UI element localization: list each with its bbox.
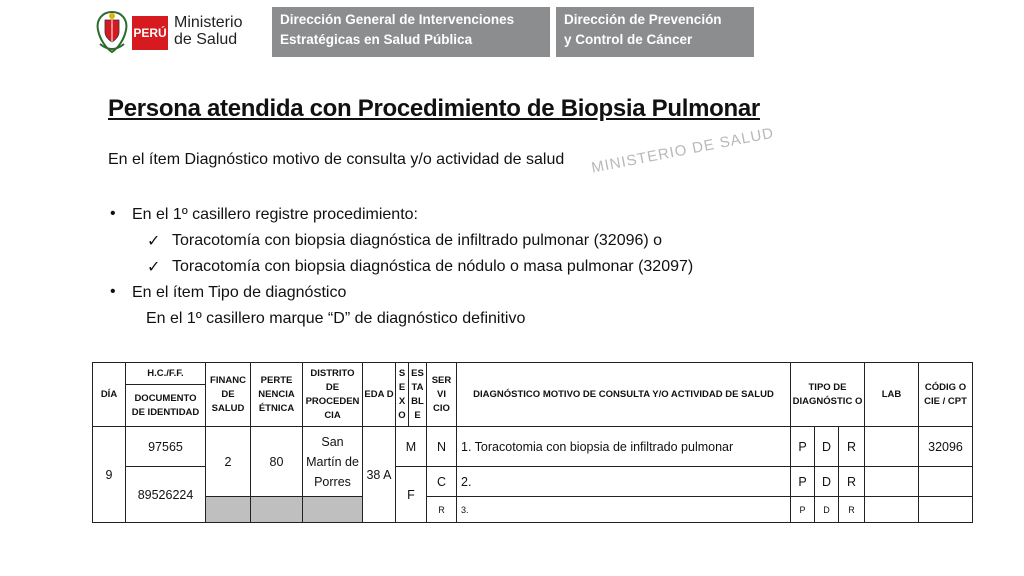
cell-financ: 2 [206, 427, 251, 497]
cell-tipo3-p: P [791, 497, 815, 523]
header-lab: LAB [865, 363, 919, 427]
coat-of-arms-icon [92, 8, 132, 56]
cell-hc: 97565 [126, 427, 206, 467]
his-register-table [92, 362, 973, 523]
check2-text: Toracotomía con biopsia diagnóstica de nódulo o masa pulmonar (32097) [172, 258, 694, 275]
dgiesp-header-box [272, 7, 550, 57]
header-diagnostico: DIAGNÓSTICO MOTIVO DE CONSULTA Y/O ACTIVIDAD DE SALUD [457, 363, 791, 427]
cell-sexo-f: F [396, 467, 427, 523]
checkmark-icon: ✓ [147, 233, 161, 250]
header-codigo: CÓDIG O CIE / CPT [919, 363, 973, 427]
cell-dia: 9 [93, 427, 126, 523]
header-hcff: H.C./F.F. [126, 363, 206, 385]
cell-tipo2-d: D [815, 467, 839, 497]
header-box2-line2: y Control de Cáncer [564, 32, 693, 47]
cell-financ-empty [206, 497, 251, 523]
cell-distrito-empty [303, 497, 363, 523]
header-box1-line2: Estratégicas en Salud Pública [280, 32, 473, 47]
cell-diag2: 2. [457, 467, 791, 497]
header-establecimiento: ES TA BL E [409, 363, 427, 427]
intro-text: En el ítem Diagnóstico motivo de consulta y/o actividad de salud [108, 151, 565, 168]
table-row [93, 427, 973, 467]
header-distrito: DISTRITO DE PROCEDEN CIA [303, 363, 363, 427]
cell-tipo1-p: P [791, 427, 815, 467]
header-dia: DÍA [93, 363, 126, 427]
cell-pertenencia-empty [251, 497, 303, 523]
cell-tipo1-r: R [839, 427, 865, 467]
bullet2-sub-text: En el 1º casillero marque “D” de diagnóstico definitivo [146, 310, 526, 327]
header-sexo: S E X O [396, 363, 409, 427]
cell-lab2 [865, 467, 919, 497]
cell-estab3: R [427, 497, 457, 523]
cell-codigo1: 32096 [919, 427, 973, 467]
cell-tipo2-p: P [791, 467, 815, 497]
cell-tipo2-r: R [839, 467, 865, 497]
ministry-name-line2: de Salud [174, 31, 238, 48]
cell-lab1 [865, 427, 919, 467]
cell-estab1: N [427, 427, 457, 467]
dpcc-header-box [556, 7, 754, 57]
cell-distrito: San Martín de Porres [303, 427, 363, 497]
checkmark-icon: ✓ [147, 259, 161, 276]
header-documento: DOCUMENTO DE IDENTIDAD [126, 385, 206, 427]
header-financ: FINANC DE SALUD [206, 363, 251, 427]
header-tipo-diagnostico: TIPO DE DIAGNÓSTIC O [791, 363, 865, 427]
cell-tipo3-d: D [815, 497, 839, 523]
bullet-icon: • [110, 205, 116, 222]
cell-documento: 89526224 [126, 467, 206, 523]
page-title: Persona atendida con Procedimiento de Biopsia Pulmonar [108, 95, 760, 122]
table-header-row [93, 363, 973, 385]
header-box1-line1: Dirección General de Intervenciones [280, 12, 515, 27]
cell-diag3: 3. [457, 497, 791, 523]
header-edad: EDA D [363, 363, 396, 427]
cell-estab2: C [427, 467, 457, 497]
cell-tipo1-d: D [815, 427, 839, 467]
cell-pertenencia: 80 [251, 427, 303, 497]
cell-codigo3 [919, 497, 973, 523]
cell-sexo-m: M [396, 427, 427, 467]
cell-edad: 38 A [363, 427, 396, 523]
bullet-icon: • [110, 283, 116, 300]
cell-tipo3-r: R [839, 497, 865, 523]
bullet2-text: En el ítem Tipo de diagnóstico [132, 284, 347, 301]
cell-diag1: 1. Toracotomia con biopsia de infiltrado pulmonar [457, 427, 791, 467]
cell-codigo2 [919, 467, 973, 497]
check1-text: Toracotomía con biopsia diagnóstica de infiltrado pulmonar (32096) o [172, 232, 663, 249]
watermark-text: MINISTERIO DE SALUD [590, 124, 776, 177]
bullet1-text: En el 1º casillero registre procedimiento: [132, 206, 418, 223]
header-box2-line1: Dirección de Prevención [564, 12, 722, 27]
table-row [93, 497, 973, 523]
cell-lab3 [865, 497, 919, 523]
header-pertenencia: PERTE NENCIA ÉTNICA [251, 363, 303, 427]
peru-badge: PERÚ [132, 16, 168, 50]
header-servicio: SER VI CIO [427, 363, 457, 427]
ministerio-logo [88, 8, 268, 56]
ministry-name-line1: Ministerio [174, 14, 243, 31]
ministry-name [174, 14, 242, 48]
